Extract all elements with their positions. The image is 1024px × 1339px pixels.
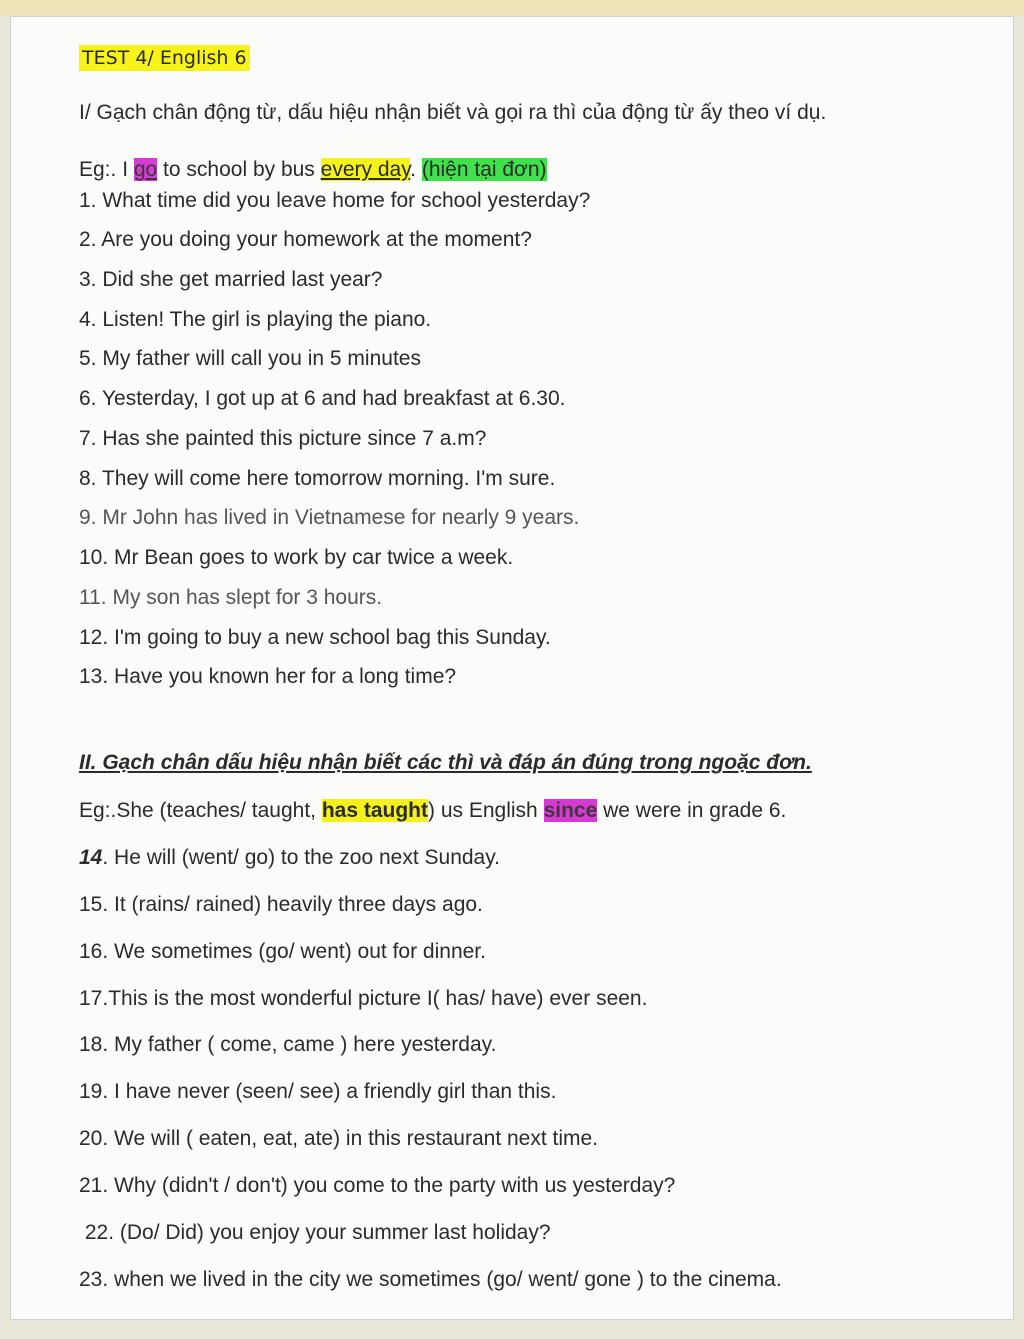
- example-dot: .: [410, 158, 422, 181]
- example2-signal: since: [543, 799, 598, 822]
- section2-heading: II. Gạch chân dấu hiệu nhận biết các thì và đáp án đúng trong ngoặc đơn.: [79, 751, 812, 774]
- example-middle: to school by bus: [157, 158, 321, 181]
- example2-prefix: Eg:.She (teaches/ taught,: [79, 799, 322, 822]
- title-line: [79, 45, 250, 71]
- example-prefix: Eg:. I: [79, 158, 134, 181]
- list-item: 9. Mr John has lived in Vietnamese for nearly 9 years.: [79, 506, 580, 529]
- document-title: TEST 4/ English 6: [79, 45, 250, 71]
- example-signal: every day: [320, 158, 411, 181]
- list-item: 22. (Do/ Did) you enjoy your summer last holiday?: [79, 1221, 551, 1244]
- list-item: 16. We sometimes (go/ went) out for dinner.: [79, 940, 486, 963]
- top-strip: [0, 0, 1024, 16]
- list-item: 2. Are you doing your homework at the moment?: [79, 228, 532, 251]
- list-item: 6. Yesterday, I got up at 6 and had breakfast at 6.30.: [79, 387, 566, 410]
- list-item: 18. My father ( come, came ) here yesterday.: [79, 1033, 497, 1056]
- example2-middle: ) us English: [428, 799, 544, 822]
- list-item: 12. I'm going to buy a new school bag this Sunday.: [79, 626, 551, 649]
- list-item: 7. Has she painted this picture since 7 a.m?: [79, 427, 487, 450]
- example2-suffix: we were in grade 6.: [597, 799, 787, 822]
- list-item: 23. when we lived in the city we sometimes (go/ went/ gone ) to the cinema.: [79, 1268, 782, 1291]
- list-item: 15. It (rains/ rained) heavily three days ago.: [79, 893, 483, 916]
- list-item: 5. My father will call you in 5 minutes: [79, 347, 421, 370]
- section1-example: [79, 157, 547, 183]
- section1-heading: I/ Gạch chân động từ, dấu hiệu nhận biết và gọi ra thì của động từ ấy theo ví dụ.: [79, 101, 827, 124]
- list-item: 8. They will come here tomorrow morning. I'm sure.: [79, 467, 556, 490]
- list-item: 11. My son has slept for 3 hours.: [79, 586, 383, 609]
- list-item: 21. Why (didn't / don't) you come to the party with us yesterday?: [79, 1174, 676, 1197]
- example2-answer: has taught: [321, 799, 428, 822]
- list-item: 3. Did she get married last year?: [79, 268, 383, 291]
- list-item: 19. I have never (seen/ see) a friendly girl than this.: [79, 1080, 557, 1103]
- example-tense: (hiện tại đơn): [421, 158, 547, 181]
- item14-text: . He will (went/ go) to the zoo next Sunday.: [102, 846, 501, 869]
- list-item: 4. Listen! The girl is playing the piano.: [79, 308, 432, 331]
- list-item: 1. What time did you leave home for school yesterday?: [79, 189, 591, 212]
- item14-number: 14: [79, 846, 103, 869]
- list-item: 10. Mr Bean goes to work by car twice a week.: [79, 546, 514, 569]
- list-item: 17.This is the most wonderful picture I( has/ have) ever seen.: [79, 987, 648, 1010]
- list-item: 20. We will ( eaten, eat, ate) in this restaurant next time.: [79, 1127, 599, 1150]
- list-item: 13. Have you known her for a long time?: [79, 665, 457, 688]
- list-item: [79, 845, 500, 871]
- example-verb: go: [133, 158, 158, 181]
- section2-example: [79, 798, 786, 824]
- document-page: [10, 16, 1014, 1320]
